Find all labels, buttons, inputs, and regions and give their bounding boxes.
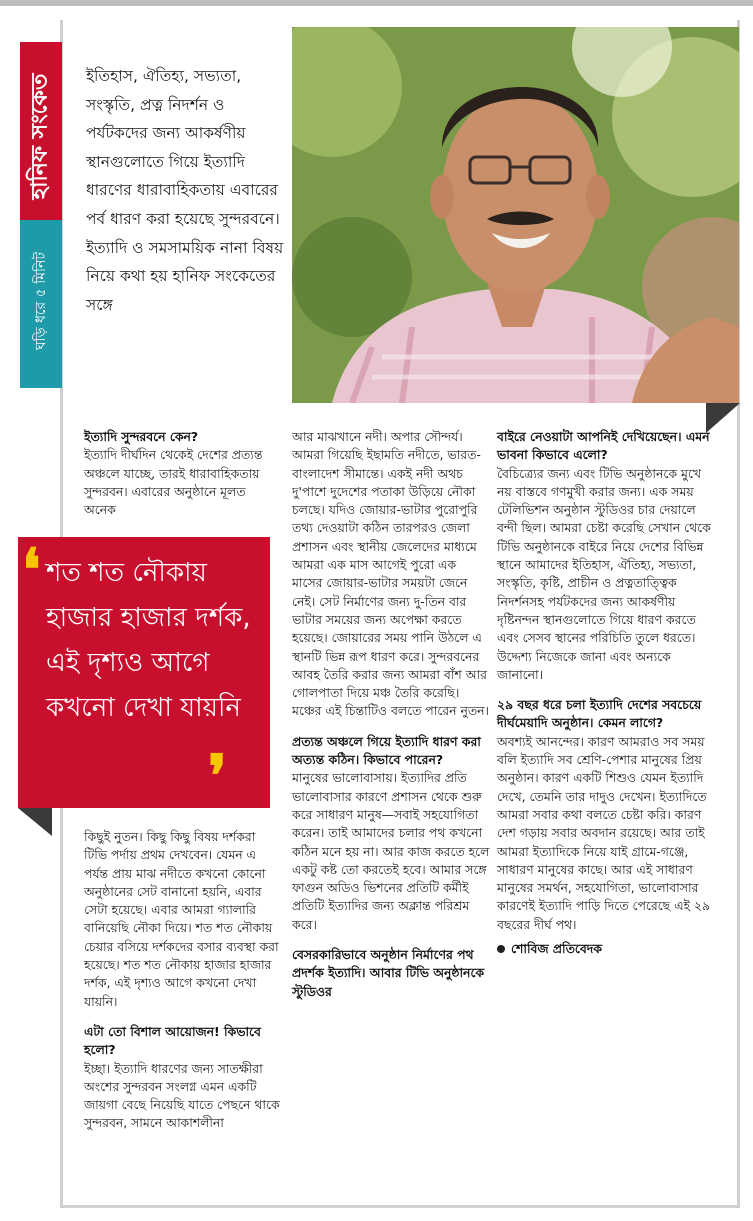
pull-quote [18, 537, 270, 808]
quote-corner-notch [18, 808, 52, 836]
bullet-icon [497, 945, 505, 953]
top-rule [0, 0, 753, 6]
column-2 [292, 428, 490, 1001]
section-tab [20, 220, 62, 388]
question-3: প্রত্যন্ত অঞ্চলে গিয়ে ইত্যাদি ধারণ করা অত্যন্ত কঠিন। কিভাবে পারেন? [292, 733, 481, 768]
question-1: ইত্যাদি সুন্দরবনে কেন? [84, 429, 199, 444]
pull-quote-text: শত শত নৌকায় হাজার হাজার দর্শক, এই দৃশ্যও আগে কখনো দেখা যায়নি [46, 558, 251, 723]
close-quote-icon: ❜ [208, 742, 227, 810]
column-1-bottom [84, 828, 280, 1133]
question-2: এটা তো বিশাল আয়োজন! কিভাবে হলো? [84, 1023, 261, 1058]
answer-2-part-2: আর মাঝখানে নদী। অপার সৌন্দর্য। আমরা গিয়েছি ইছামতি নদীতে, ভারত-বাংলাদেশ সীমান্তে। একই নদী অথচ দু'পাশে দুদেশের পতাকা উড়িয়ে নৌকা চলছে। যদিও জোয়ার-ভাটার পুরোপুরি তথ্য দেওয়াটা কঠিন তারপরও জেলা প্রশাসন এবং স্থানীয় জেলেদের মাধ্যমে আমরা এক মাস আগেই পুরো এক মাসের জোয়ার-ভাটার সময়টা জেনে নেই। সেট নির্মাণের জন্য দু-তিন বার ভাটার সময়ের জন্য অপেক্ষা করতে হয়েছে। জোয়ারের সময় পানি উঠলে এ স্থানটি ভিন্ন রূপ ধারণ করে। সুন্দরবনের আবহ তৈরি করার জন্য আমরা বাঁশ আর গোলপাতা দিয়ে মঞ্চ তৈরি করেছি। মঞ্চের এই চিন্তাটিও বলতে পারেন নুতন। [292, 429, 489, 719]
portrait-photo [292, 27, 739, 403]
open-quote-icon: ❛ [22, 536, 41, 604]
name-tab [20, 42, 62, 220]
question-4-part-2: বাইরে নেওয়াটা আপনিই দেখিয়েছেন। এমন ভাবনা কিভাবে এলো? [497, 429, 710, 463]
intro-text: ইতিহাস, ঐতিহ্য, সভ্যতা, সংস্কৃতি, প্রত্ন নিদর্শন ও পর্যটকদের জন্য আকর্ষণীয় স্থানগুলোতে গিয়ে ইত্যাদি ধারণের ধারাবাহিকতায় এবারের পর্ব ধারণ করা হয়েছে সুন্দরবনে। ইত্যাদি ও সমসাময়িক নানা বিষয় নিয়ে কথা হয় হানিফ সংকেতের সঙ্গে [86, 67, 284, 314]
name-tab-label: হানিফ সংকেত [27, 73, 53, 200]
answer-3: মানুষের ভালোবাসায়। ইত্যাদির প্রতি ভালোবাসার কারণে প্রশাসন থেকে শুরু করে সাধারণ মানুষ—সবাই সহযোগিতা করেন। তাই আমাদের চলার পথ কখনো কঠিন মনে হয় না। আর কাজ করতে হলে একটু কষ্ট তো করতেই হবে। আমার সঙ্গে ফাগুন অডিও ভিশনের প্রতিটি কর্মীই প্রতিটি ইত্যাদির জন্য অক্লান্ত পরিশ্রম করে। [292, 770, 490, 932]
column-3 [497, 428, 711, 958]
answer-1-part-1: ইত্যাদি দীর্ঘদিন থেকেই দেশের প্রত্যন্ত অঞ্চলে যাচ্ছে, তারই ধারাবাহিকতায় সুন্দরবন। এবারের অনুষ্ঠানে মূলত অনেক [84, 447, 263, 518]
answer-5: অবশ্যই আনন্দের। কারণ আমরাও সব সময় বলি ইত্যাদি সব শ্রেণি-পেশার মানুষের প্রিয় অনুষ্ঠান। কারণ একটি শিশুও যেমন ইত্যাদি দেখে, তেমনি তার দাদুও দেখেন। ইত্যাদিতে আমরা সবার কথা বলতে চেষ্টা করি। কারণ দেশ গড়ায় সবার অবদান রয়েছে। আর তাই আমরা ইত্যাদিকে নিয়ে যাই গ্রামে-গঞ্জে, সাধারণ মানুষের কাছে। আর এই সাধারণ মানুষের সমর্থন, সহযোগিতা, ভালোবাসার কারণেই ইত্যাদি পাড়ি দিতে পেরেছে এই ২৯ বছরের দীর্ঘ পথ। [497, 733, 711, 932]
answer-2-part-1: ইচ্ছা। ইত্যাদি ধারণের জন্য সাতক্ষীরা অংশের সুন্দরবন সংলগ্ন এমন একটি জায়গা বেছে নিয়েছি যাতে পেছনে থাকে সুন্দরবন, সামনে আকাশলীনা [84, 1060, 280, 1131]
answer-1-part-2: কিছুই নুতন। কিছু কিছু বিষয় দর্শকরা টিভি পর্দায় প্রথম দেখবেন। যেমন এ পর্যন্ত প্রায় মাঝ নদীতে কখনো কোনো অনুষ্ঠানের সেট বানানো হয়নি, এবার সেটা হয়েছে। এবার আমরা গ্যালারি বানিয়েছি নৌকা দিয়ে। শত শত নৌকায় চেয়ার বসিয়ে দর্শকদের বসার ব্যবস্থা করা হয়েছে। শত শত নৌকায় হাজার হাজার দর্শক, এই দৃশ্যও আগে কখনো দেখা যায়নি। [84, 829, 279, 1009]
question-4-part-1: বেসরকারিভাবে অনুষ্ঠান নির্মাণের পথ প্রদর্শক ইত্যাদি। আবার টিভি অনুষ্ঠানকে স্টুডিওর [292, 947, 485, 999]
byline [497, 940, 711, 958]
section-tab-label: ঘড়ি ধরে ৫ মিনিট [33, 251, 49, 351]
question-5: ২৯ বছর ধরে চলা ইত্যাদি দেশের সবচেয়ে দীর্ঘমেয়াদি অনুষ্ঠান। কেমন লাগে? [497, 697, 702, 731]
answer-4: বৈচিত্র্যের জন্য এবং টিভি অনুষ্ঠানকে মুখে নয় বাস্তবে গণমুখী করার জন্য। এক সময় টেলিভিশন অনুষ্ঠান স্টুডিওর চার দেয়ালে বন্দী ছিল। আমরা চেষ্টা করেছি সেখান থেকে টিভি অনুষ্ঠানকে বাইরে নিয়ে দেশের বিভিন্ন স্থানে আমাদের ইতিহাস, ঐতিহ্য, সভ্যতা, সংস্কৃতি, কৃষ্টি, প্রাচীন ও প্রত্নতাত্ত্বিক নিদর্শনসহ পর্যটকদের জন্য আকর্ষণীয় দৃষ্টিনন্দন স্থানগুলোতে গিয়ে ধারণ করতে এবং সেসব স্থানের পরিচিতি তুলে ধরতে। উদ্দেশ্য নিজেকে জানা এবং অন্যকে জানানো। [497, 465, 711, 682]
portrait-illustration [292, 27, 739, 403]
photo-corner-notch [706, 403, 740, 433]
byline-text: শোবিজ প্রতিবেদক [511, 941, 602, 957]
column-1-top [84, 428, 280, 519]
